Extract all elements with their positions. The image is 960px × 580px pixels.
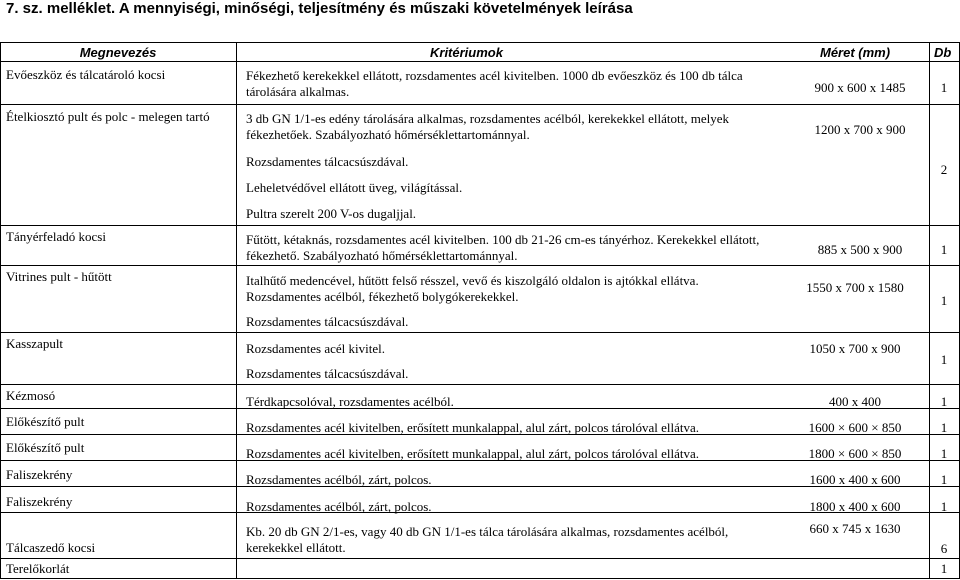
row-name: Evőeszköz és tálcatároló kocsi	[6, 67, 166, 82]
row-qty: 1	[940, 446, 948, 461]
row-criteria: Leheletvédővel ellátott üveg, világítással.	[246, 180, 463, 195]
row-qty: 1	[940, 472, 948, 487]
row-criteria: Fékezhető kerekekkel ellátott, rozsdamentes acél kivitelben. 1000 db evőeszköz és 100 db tálca tárolására alkalmas.	[246, 68, 743, 99]
row-qty: 6	[940, 541, 948, 556]
row-size: 1800 × 600 × 850	[808, 446, 902, 461]
row-qty: 1	[940, 293, 948, 308]
row-name: Terelőkorlát	[6, 561, 70, 576]
table-rule	[236, 42, 237, 579]
page-heading: 7. sz. melléklet. A mennyiségi, minőségi, teljesítmény és műszaki követelmények leírása	[6, 0, 633, 17]
row-name: Kézmosó	[6, 388, 56, 403]
row-criteria: Fűtött, kétaknás, rozsdamentes acél kivitelben. 100 db 21-26 cm-es tányérhoz. Kerekekkel ellátott, fékezhető. Szabályozható hőmérséklettartománnyal.	[246, 232, 760, 263]
row-qty: 1	[940, 352, 948, 367]
table-rule	[0, 225, 960, 226]
row-size: 660 x 745 x 1630	[809, 521, 901, 536]
row-criteria: Rozsdamentes tálcacsúszdával.	[246, 366, 409, 381]
row-name: Tálcaszedő kocsi	[6, 540, 96, 555]
row-name: Faliszekrény	[6, 467, 73, 482]
table-rule	[0, 332, 960, 333]
table-rule	[0, 578, 960, 579]
column-header-criteria: Kritériumok	[430, 45, 503, 60]
row-name: Faliszekrény	[6, 494, 73, 509]
row-size: 1800 x 400 x 600	[809, 499, 901, 514]
row-criteria: Térdkapcsolóval, rozsdamentes acélból.	[246, 394, 454, 409]
row-criteria: 3 db GN 1/1-es edény tárolására alkalmas, rozsdamentes acélból, kerekekkel ellátott, melyek fékezhetőek. Szabályozható hőmérséklettartománnyal.	[246, 111, 729, 142]
row-criteria: Rozsdamentes acélból, zárt, polcos.	[246, 499, 432, 514]
row-size: 400 x 400	[829, 394, 881, 409]
row-criteria: Pultra szerelt 200 V-os dugaljjal.	[246, 206, 417, 221]
row-criteria: Rozsdamentes tálcacsúszdával.	[246, 314, 409, 329]
requirements-table	[0, 42, 960, 579]
row-criteria: Rozsdamentes acélból, zárt, polcos.	[246, 472, 432, 487]
column-header-name: Megnevezés	[79, 45, 157, 60]
table-rule	[0, 104, 960, 105]
row-qty: 1	[940, 561, 948, 576]
row-criteria: Rozsdamentes acél kivitelben, erősített munkalappal, alul zárt, polcos tárolóval ellátva.	[246, 446, 700, 461]
row-name: Kasszapult	[6, 336, 64, 351]
table-rule	[0, 61, 960, 62]
row-name: Előkészítő pult	[6, 440, 85, 455]
table-rule	[0, 265, 960, 266]
table-rule	[0, 42, 960, 43]
table-rule	[0, 558, 960, 559]
row-name: Vitrines pult - hűtött	[6, 269, 112, 284]
column-header-qty: Db	[934, 45, 952, 60]
row-qty: 1	[940, 80, 948, 95]
row-name: Tányérfeladó kocsi	[6, 229, 106, 244]
row-criteria: Italhűtő medencével, hűtött felső résszel, vevő és kiszolgáló oldalon is ajtókkal ellátva. Rozsdamentes acélból, fékezhető bolygókerekekkel.	[246, 273, 699, 304]
row-criteria: Rozsdamentes acél kivitel.	[246, 341, 385, 356]
row-criteria: Rozsdamentes acél kivitelben, erősített munkalappal, alul zárt, polcos tárolóval ellátva.	[246, 420, 700, 435]
row-size: 885 x 500 x 900	[817, 242, 903, 257]
row-size: 1200 x 700 x 900	[814, 122, 906, 137]
row-criteria: Kb. 20 db GN 2/1-es, vagy 40 db GN 1/1-es tálca tárolására alkalmas, rozsdamentes acélból, kerekekkel ellátott.	[246, 524, 729, 555]
column-header-size: Méret (mm)	[820, 45, 891, 60]
row-name: Előkészítő pult	[6, 414, 85, 429]
row-qty: 2	[940, 162, 948, 177]
row-name: Ételkiosztó pult és polc - melegen tartó	[6, 109, 210, 124]
row-qty: 1	[940, 499, 948, 514]
row-size: 1050 x 700 x 900	[809, 341, 901, 356]
row-size: 900 x 600 x 1485	[814, 80, 906, 95]
table-rule	[0, 384, 960, 385]
row-size: 1600 x 400 x 600	[809, 472, 901, 487]
table-rule	[0, 42, 1, 579]
row-qty: 1	[940, 394, 948, 409]
row-qty: 1	[940, 242, 948, 257]
row-qty: 1	[940, 420, 948, 435]
row-criteria: Rozsdamentes tálcacsúszdával.	[246, 154, 409, 169]
row-size: 1600 × 600 × 850	[808, 420, 902, 435]
row-size: 1550 x 700 x 1580	[806, 280, 904, 295]
